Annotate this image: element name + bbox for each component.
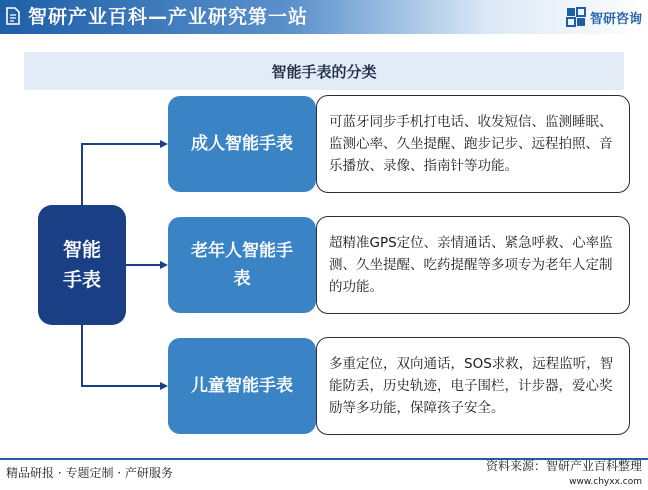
category-adult: 成人智能手表 [168, 96, 316, 192]
category-elderly: 老年人智能手表 [168, 217, 316, 313]
brand-name: 智研咨询 [589, 11, 642, 27]
description-children-text: 多重定位，双向通话，SOS求救，远程监听，智能防丢，历史轨迹，电子围栏，计步器，爱心奖励等多功能，保障孩子安全。 [329, 356, 614, 416]
description-adult-text: 可蓝牙同步手机打电话、收发短信、监测睡眠、监测心率、久坐提醒、跑步记步、远程拍照、音乐播放、录像、指南针等功能。 [329, 114, 613, 174]
description-elderly [316, 216, 630, 314]
description-elderly-text: 超精准GPS定位、亲情通话、紧急呼救、心率监测、久坐提醒、吃药提醒等多项专为老年人定制的功能。 [329, 235, 613, 295]
description-adult [316, 95, 630, 193]
header-title: 智研产业百科—产业研究第一站 [28, 6, 309, 28]
footer-services: 精品研报 · 专题定制 · 产研服务 [6, 466, 173, 480]
footer-source [486, 458, 642, 490]
description-children [316, 337, 630, 435]
footer-source-text: 资料来源：智研产业百科整理 [485, 459, 642, 473]
category-children: 儿童智能手表 [168, 338, 316, 434]
connector-line-3 [82, 325, 166, 386]
footer-url[interactable]: www.chyxx.com [569, 477, 642, 487]
diagram-title: 智能手表的分类 [24, 52, 624, 90]
connector-line-1 [82, 144, 166, 205]
root-node: 智能手表 [38, 205, 126, 325]
